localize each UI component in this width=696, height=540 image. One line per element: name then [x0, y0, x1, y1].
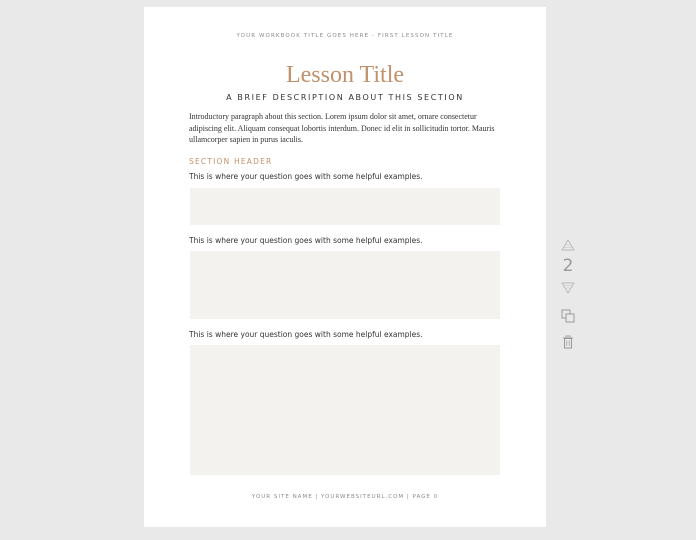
- duplicate-icon[interactable]: [556, 308, 580, 324]
- page-number: 2: [562, 256, 574, 276]
- question-text[interactable]: This is where your question goes with some helpful examples.: [189, 330, 423, 339]
- intro-paragraph[interactable]: Introductory paragraph about this section. Lorem ipsum dolor sit amet, ornare consectetur adipiscing elit. Aliquam consequat lobortis interdum. Donec id elit in sollicitudin tortor. Mauris ullamcorper sapien in purus iaculis.: [189, 112, 495, 144]
- page-footer: YOUR SITE NAME | YOURWEBSITEURL.COM | PAGE 0: [251, 494, 439, 500]
- workbook-page[interactable]: [144, 7, 546, 527]
- move-down-icon[interactable]: [556, 281, 580, 295]
- section-header[interactable]: SECTION HEADER: [189, 157, 273, 166]
- running-header: YOUR WORKBOOK TITLE GOES HERE - FIRST LESSON TITLE: [236, 33, 454, 39]
- lesson-title[interactable]: Lesson Title: [285, 62, 405, 88]
- question-text[interactable]: This is where your question goes with some helpful examples.: [189, 236, 423, 245]
- question-text[interactable]: This is where your question goes with some helpful examples.: [189, 172, 423, 181]
- answer-box[interactable]: [190, 345, 500, 475]
- move-up-icon[interactable]: [556, 238, 580, 252]
- answer-box[interactable]: [190, 188, 500, 225]
- lesson-subtitle[interactable]: A BRIEF DESCRIPTION ABOUT THIS SECTION: [226, 93, 464, 102]
- answer-box[interactable]: [190, 251, 500, 319]
- trash-icon[interactable]: [556, 334, 580, 350]
